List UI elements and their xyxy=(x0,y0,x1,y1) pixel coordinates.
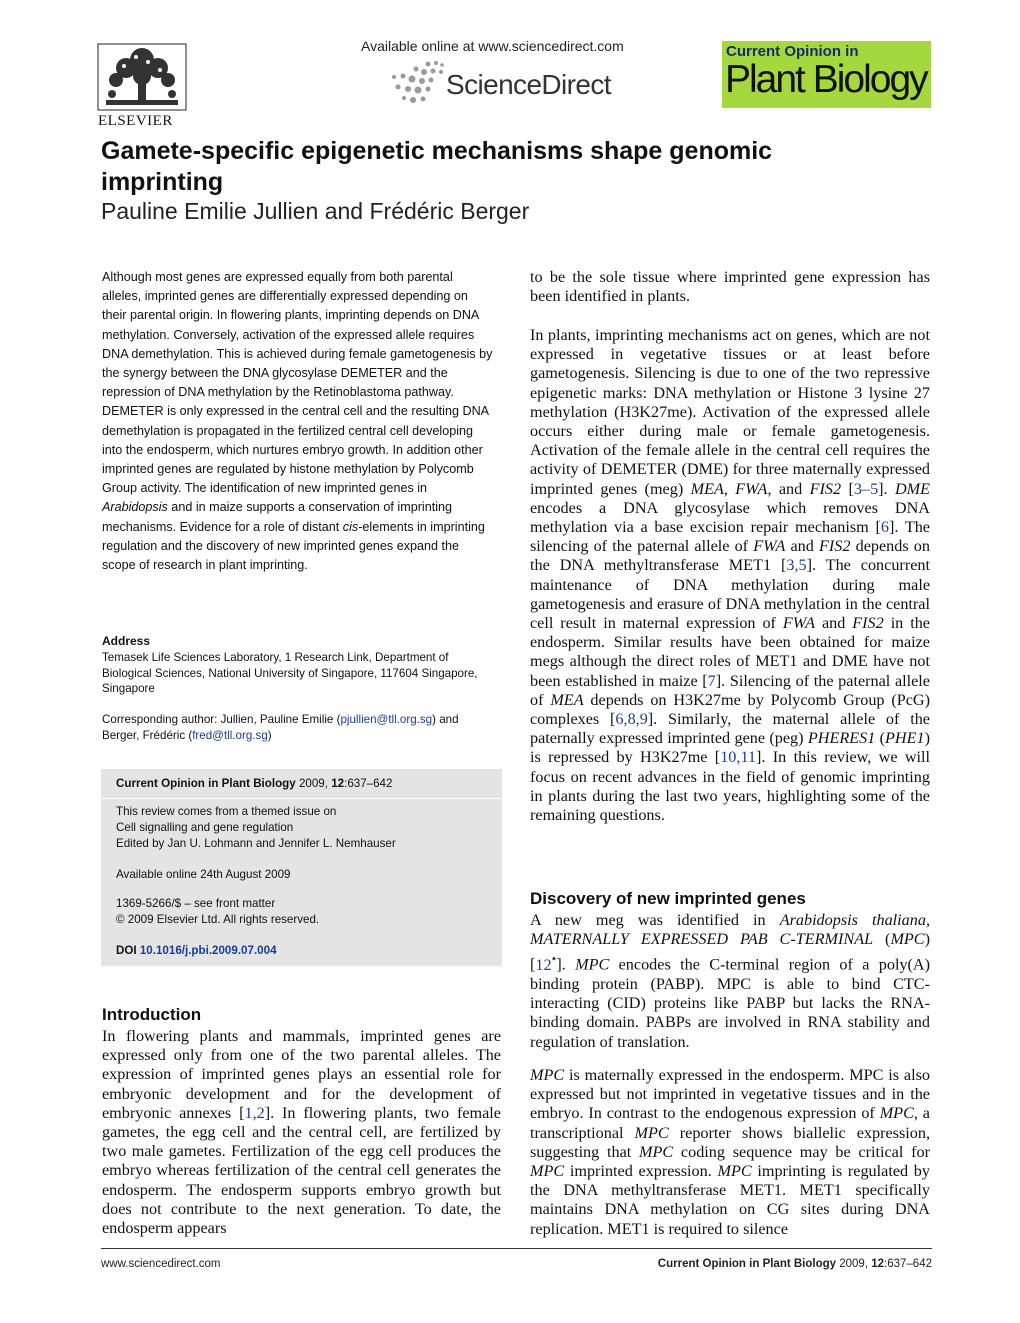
sciencedirect-logo[interactable] xyxy=(386,60,626,106)
info-theme-intro: This review comes from a themed issue on xyxy=(116,805,337,818)
ref-link-12[interactable] xyxy=(535,951,557,974)
ref-link-7[interactable]: 7 xyxy=(707,671,716,690)
gene-mea: MEA xyxy=(690,479,724,498)
abstract-arabidopsis: Arabidopsis xyxy=(102,500,168,515)
gene-mpc: MPC xyxy=(879,1104,914,1123)
info-divider xyxy=(101,798,502,799)
abstract-text-3: -elements in imprinting regulation and the discovery of new imprinted genes expand the scope of research in plant imprinting. xyxy=(102,519,485,573)
address-heading: Address xyxy=(102,634,151,648)
gene-mea: MEA xyxy=(550,690,584,709)
rc-text: , xyxy=(723,479,736,498)
rc-text: ) is repressed by H3K27me [ xyxy=(530,729,930,767)
info-pages: :637–642 xyxy=(344,777,393,790)
ref-link-3-5b[interactable]: 3,5 xyxy=(786,556,807,575)
gene-fis2: FIS2 xyxy=(809,479,842,498)
available-online-banner[interactable]: Available online at www.sciencedirect.com xyxy=(361,38,624,54)
introduction-body xyxy=(102,1027,501,1238)
elsevier-logo xyxy=(96,42,188,132)
info-theme-name: Cell signalling and gene regulation xyxy=(116,821,294,834)
species-arabidopsis: Arabidopsis thaliana xyxy=(779,911,926,929)
rc-text: ]. The concurrent maintenance of DNA methylation during male gametogenesis and erasure of DNA methylation in the central cell result in maternal expression of xyxy=(530,556,930,633)
elsevier-tree-icon xyxy=(96,42,188,112)
elsevier-wordmark: ELSEVIER xyxy=(98,113,173,129)
rc-text: , a transcriptional xyxy=(530,1104,930,1142)
rc-text: depends on H3K27me by Polycomb Group (PcG) complexes [ xyxy=(530,690,931,729)
rc-text: imprinted expression. xyxy=(564,1162,718,1181)
rc-text: and xyxy=(815,614,853,633)
ref-12-number: 12 xyxy=(535,955,552,974)
gene-dme: DME xyxy=(894,479,931,498)
discovery-heading: Discovery of new imprinted genes xyxy=(530,889,806,908)
article-info-box xyxy=(101,769,502,966)
article-title: Gamete-specific epigenetic mechanisms shape genomic imprinting xyxy=(101,137,773,196)
abstract-cis: cis xyxy=(342,519,359,534)
info-issn: 1369-5266/$ – see front matter xyxy=(116,897,276,910)
corresponding-prefix: Corresponding author: Jullien, Pauline Emilie ( xyxy=(102,713,341,726)
rc-text: ]. The silencing of the paternal allele of xyxy=(530,518,930,556)
gene-mpc: MPC xyxy=(717,1162,752,1181)
info-editors: Edited by Jan U. Lohmann and Jennifer L. Nemhauser xyxy=(116,837,396,850)
rc-text: is maternally expressed in the endosperm. MPC is also expressed but not imprinted in vegetative tissues and in the embryo. In contrast to the endogenous expression of xyxy=(530,1066,930,1123)
info-doi xyxy=(116,943,277,959)
gene-fwa: FWA xyxy=(753,537,786,556)
ref-link-6-8-9[interactable]: 6,8,9 xyxy=(615,710,648,729)
journal-logo[interactable] xyxy=(722,41,931,108)
imprinting-mechanisms-paragraph: In plants, imprinting mechanisms act on genes, which are not expressed in vegetative tissues or at least before gametogenesis. Silencing is due to one of the two repressive epigenetic marks: DNA methylation or Histone 3 lysine 27 methylation (H3K27me). Activation of the expressed allele occurs either during male or female gametogenesis. Activation of the female allele in the central cell requires the activity of DEMETER (DME) for three maternally expressed imprinted genes (meg) MEA, FWA, and FIS2 [3–5]. DME encodes a DNA glycosylase which removes DNA methylation via a base excision repair mechanism [6]. The silencing of the paternal allele of FWA and FIS2 depends on the DNA methyltransferase MET1 [3,5]. The concurrent maintenance of DNA methylation during male gametogenesis and erasure of DNA methylation in the central cell result in maternal expression of FWA and FIS2 in the endosperm. Similar results have been obtained for maize megs although the direct roles of MET1 and DME have not been established in maize [7]. Silencing of the paternal allele of MEA depends on H3K27me by Polycomb Group (PcG) complexes [6,8,9]. Similarly, the maternal allele of the paternally expressed imprinted gene (peg) PHERES1 (PHE1) is repressed by H3K27me [10,11]. In this review, we will focus on recent advances in the field of genomic imprinting in plants during the last two years, highlighting some of the remaining questions. xyxy=(530,326,931,825)
rc-text: depends on the DNA methyltransferase MET1 [ xyxy=(530,537,930,575)
gene-fis2: FIS2 xyxy=(852,614,884,633)
rc-text: , and xyxy=(767,479,810,498)
corresponding-suffix: ) xyxy=(267,728,272,742)
gene-mpc: MPC xyxy=(890,930,925,949)
gene-fwa: FWA xyxy=(782,614,816,633)
info-available: Available online 24th August 2009 xyxy=(116,868,291,881)
footer-citation xyxy=(658,1258,932,1270)
ref-link-10-11[interactable]: 10,11 xyxy=(720,748,757,767)
corresponding-mid: ) and Berger, Frédéric ( xyxy=(102,713,459,742)
footer-year: 2009, xyxy=(839,1258,869,1270)
intro-continued: to be the sole tissue where imprinted gene expression has been identified in plants. xyxy=(530,268,930,306)
corresponding-author xyxy=(102,712,494,743)
gene-phe1: PHE1 xyxy=(885,729,925,748)
rc-text: encodes the C-terminal region of a poly(A) binding protein (PABP). MPC is able to bind CTC-interacting (CID) proteins like PABP but lacks the RNA-binding domain. PABPs are involved in RNA stability and regulation of translation. xyxy=(530,955,931,1051)
gene-mpc: MPC xyxy=(530,1066,565,1084)
article-authors: Pauline Emilie Jullien and Frédéric Berger xyxy=(101,198,530,224)
email-link-berger[interactable]: fred@tll.org.sg xyxy=(192,728,268,742)
footer-journal: Current Opinion in Plant Biology xyxy=(657,1258,837,1270)
rc-text: in the endosperm. Similar results have been obtained for maize megs although the direct roles of MET1 and DME have not been established in maize [ xyxy=(530,614,930,690)
info-year: 2009, xyxy=(298,777,328,790)
footer-volume: 12 xyxy=(871,1258,885,1270)
gene-fis2: FIS2 xyxy=(819,537,851,556)
gene-mpc: MPC xyxy=(634,1123,669,1142)
journal-logo-small: Current Opinion in xyxy=(726,43,859,60)
intro-text-2: ]. In flowering plants, two female gametes, the egg cell and the central cell, are fertilized by two male gametes. Fertilization of the egg cell produces the embryo whereas fertilization of the central cell generates the endosperm. The endosperm supports embryo growth but does not contribute to the next generation. To date, the endosperm appears xyxy=(102,1103,501,1238)
gene-fwa: FWA xyxy=(735,479,768,498)
info-doi-label: DOI xyxy=(116,944,137,957)
doi-link[interactable]: 10.1016/j.pbi.2009.07.004 xyxy=(139,944,277,957)
discovery-paragraph: A new meg was identified in Arabidopsis thaliana, MATERNALLY EXPRESSED PAB C-TERMINAL (MPC) [12•]. MPC encodes the C-terminal region of a poly(A) binding protein (PABP). MPC is able to bind CTC-interacting (CID) proteins like PABP but lacks the RNA-binding domain. PABPs are involved in RNA stability and regulation of translation. xyxy=(530,911,931,1051)
address-text: Temasek Life Sciences Laboratory, 1 Research Link, Department of Biological Sciences, National University of Singapore, 117604 Singapore, Singapore xyxy=(102,651,478,696)
rc-text: reporter shows biallelic expression, suggesting that xyxy=(530,1123,930,1161)
ref-bullet-icon: • xyxy=(551,951,557,967)
rc-text: A new meg was identified in xyxy=(530,911,780,929)
info-volume: 12 xyxy=(331,777,345,790)
footer-pages: :637–642 xyxy=(884,1258,932,1270)
rc-text: ]. In this review, we will focus on recent advances in the field of genomic imprinting in plants during the last two years, highlighting some of the remaining questions. xyxy=(530,748,931,825)
email-link-jullien[interactable]: pjullien@tll.org.sg xyxy=(340,713,433,726)
rc-text: In plants, imprinting mechanisms act on genes, which are not expressed in vegetative tissues or at least before gametogenesis. Silencing is due to one of the two repressive epigenetic marks: DNA methylation or Histone 3 lysine 27 methylation (H3K27me). Activation of the expressed allele occurs either during male or female gametogenesis. Activation of the female allele in the central cell requires the activity of DEMETER (DME) for three maternally expressed imprinted genes (meg) xyxy=(530,326,930,498)
sciencedirect-dots-icon xyxy=(386,60,450,106)
ref-link-6[interactable]: 6 xyxy=(880,518,889,537)
gene-mpc-full: MATERNALLY EXPRESSED PAB C-TERMINAL xyxy=(530,930,874,949)
rc-text: encodes a DNA glycosylase which removes DNA methylation via a base excision repair mechanism [ xyxy=(530,498,930,537)
info-journal: Current Opinion in Plant Biology xyxy=(116,777,296,790)
rc-text: imprinting is regulated by the DNA methyltransferase MET1. MET1 specifically maintains DNA methylation on CG sites during DNA replication. MET1 is required to silence xyxy=(530,1162,930,1238)
mpc-paragraph xyxy=(530,1066,930,1239)
ref-link-3-5[interactable]: 3–5 xyxy=(853,479,879,498)
info-citation xyxy=(116,776,392,792)
abstract-text-1: Although most genes are expressed equally from both parental alleles, imprinted genes are differentially expressed depending on their parental origin. In flowering plants, imprinting depends on DNA methylation. Conversely, activation of the expressed allele requires DNA demethylation. This is achieved during female gametogenesis by the synergy between the DNA glycosylase DEMETER and the repression of DNA methylation by the Retinoblastoma pathway. DEMETER is only expressed in the central cell and the resulting DNA demethylation is propagated in the fertilized central cell developing into the endosperm, which nurtures embryo growth. In addition other imprinted genes are regulated by histone methylation by Polycomb Group activity. The identification of new imprinted genes in xyxy=(102,270,493,496)
gene-mpc: MPC xyxy=(575,955,610,974)
rc-text: and xyxy=(785,537,820,556)
journal-logo-big: Plant Biology xyxy=(725,58,927,101)
abstract-text-2: and in maize supports a conservation of imprinting mechanisms. Evidence for a role of distant xyxy=(102,500,453,534)
info-copyright: © 2009 Elsevier Ltd. All rights reserved. xyxy=(116,913,320,926)
rc-text: ]. Similarly, the maternal allele of the paternally expressed imprinted gene (peg) xyxy=(530,710,930,748)
gene-pheres1: PHERES1 xyxy=(807,729,876,748)
intro-text-1: In flowering plants and mammals, imprinted genes are expressed only from one of the two parental alleles. The expression of imprinted genes plays an essential role for embryonic development and for the development of embryonic annexes [ xyxy=(102,1027,501,1122)
introduction-heading: Introduction xyxy=(102,1005,202,1024)
sciencedirect-wordmark: ScienceDirect xyxy=(446,69,611,100)
rc-text: coding sequence may be critical for xyxy=(673,1142,930,1161)
gene-mpc: MPC xyxy=(639,1142,674,1161)
footer-rule xyxy=(101,1248,932,1249)
gene-mpc: MPC xyxy=(530,1162,565,1181)
rc-text: ]. Silencing of the paternal allele of xyxy=(530,671,930,709)
footer-website[interactable]: www.sciencedirect.com xyxy=(101,1258,221,1270)
abstract xyxy=(102,268,494,575)
ref-link-1-2[interactable]: 1,2 xyxy=(244,1103,265,1122)
